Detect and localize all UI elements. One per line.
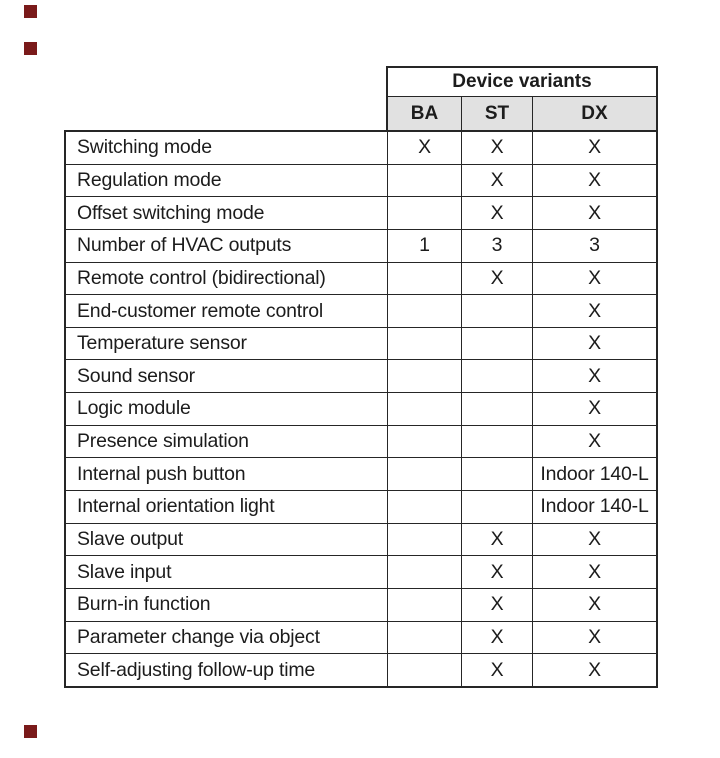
cell-dx: X [588, 593, 601, 616]
feature-label: Slave input [66, 556, 388, 588]
table-row [66, 360, 656, 393]
cell-st [462, 328, 533, 360]
table-row [66, 230, 656, 263]
feature-label: Sound sensor [66, 360, 388, 392]
device-variants-title: Device variants [388, 68, 656, 97]
feature-table [64, 130, 658, 688]
cell-st [462, 458, 533, 490]
cell-dx: X [588, 266, 601, 289]
cell-ba [388, 589, 462, 621]
cell-ba [388, 360, 462, 392]
cell-dx: X [588, 332, 601, 355]
column-header-st: ST [462, 97, 533, 130]
feature-label: Number of HVAC outputs [66, 230, 388, 262]
feature-label: End-customer remote control [66, 295, 388, 327]
cell-st [462, 491, 533, 523]
cell-dx: X [588, 430, 601, 453]
cell-st: X [462, 132, 533, 164]
feature-label: Regulation mode [66, 165, 388, 197]
corner-mark-top-1 [24, 5, 37, 18]
cell-ba [388, 524, 462, 556]
cell-st: X [462, 263, 533, 295]
cell-ba [388, 458, 462, 490]
feature-label: Internal push button [66, 458, 388, 490]
table-row [66, 556, 656, 589]
device-variants-header [386, 66, 658, 130]
cell-st [462, 426, 533, 458]
cell-dx: 3 [589, 234, 600, 257]
cell-ba [388, 165, 462, 197]
table-row [66, 165, 656, 198]
cell-st: X [462, 589, 533, 621]
cell-dx: X [588, 528, 601, 550]
cell-ba [388, 295, 462, 327]
variant-columns-row [388, 97, 656, 130]
corner-mark-bottom [24, 725, 37, 738]
feature-label: Parameter change via object [66, 622, 388, 654]
feature-label: Presence simulation [66, 426, 388, 458]
cell-st: X [462, 654, 533, 686]
cell-dx: X [588, 364, 601, 387]
feature-label: Internal orientation light [66, 491, 388, 523]
cell-dx: Indoor 140-L [540, 462, 649, 485]
table-row [66, 589, 656, 622]
cell-st [462, 295, 533, 327]
cell-dx: X [588, 168, 601, 191]
table-row [66, 654, 656, 686]
table-row [66, 458, 656, 491]
table-row [66, 426, 656, 459]
feature-label: Slave output [66, 524, 388, 556]
cell-dx: X [588, 201, 601, 224]
table-row [66, 622, 656, 655]
cell-ba [388, 654, 462, 686]
cell-dx: X [588, 397, 601, 420]
cell-st [462, 360, 533, 392]
cell-st: X [462, 197, 533, 229]
table-row [66, 197, 656, 230]
table-row [66, 393, 656, 426]
cell-dx: Indoor 140-L [540, 495, 649, 518]
feature-label: Switching mode [66, 132, 388, 164]
cell-ba [388, 197, 462, 229]
cell-st: X [462, 622, 533, 654]
cell-st: X [462, 524, 533, 556]
table-row [66, 524, 656, 557]
cell-st: X [462, 165, 533, 197]
cell-ba [388, 491, 462, 523]
cell-ba [388, 393, 462, 425]
cell-ba [388, 263, 462, 295]
cell-ba [388, 328, 462, 360]
cell-ba [388, 556, 462, 588]
feature-label: Temperature sensor [66, 328, 388, 360]
cell-ba: X [388, 132, 462, 164]
feature-label: Offset switching mode [66, 197, 388, 229]
table-row [66, 295, 656, 328]
cell-st: X [462, 556, 533, 588]
cell-dx: X [588, 299, 601, 322]
cell-dx: X [588, 625, 601, 648]
cell-ba [388, 426, 462, 458]
cell-dx: X [588, 136, 601, 159]
feature-label: Logic module [66, 393, 388, 425]
table-row [66, 263, 656, 296]
feature-label: Burn-in function [66, 589, 388, 621]
corner-mark-top-2 [24, 42, 37, 55]
cell-st [462, 393, 533, 425]
table-row [66, 328, 656, 361]
cell-st: 3 [462, 230, 533, 262]
column-header-ba: BA [388, 97, 462, 130]
cell-dx: X [588, 560, 601, 583]
feature-label: Remote control (bidirectional) [66, 263, 388, 295]
cell-ba [388, 622, 462, 654]
table-row [66, 132, 656, 165]
cell-dx: X [588, 658, 601, 681]
table-row [66, 491, 656, 524]
column-header-dx: DX [533, 97, 656, 130]
cell-ba: 1 [388, 230, 462, 262]
feature-label: Self-adjusting follow-up time [66, 654, 388, 686]
